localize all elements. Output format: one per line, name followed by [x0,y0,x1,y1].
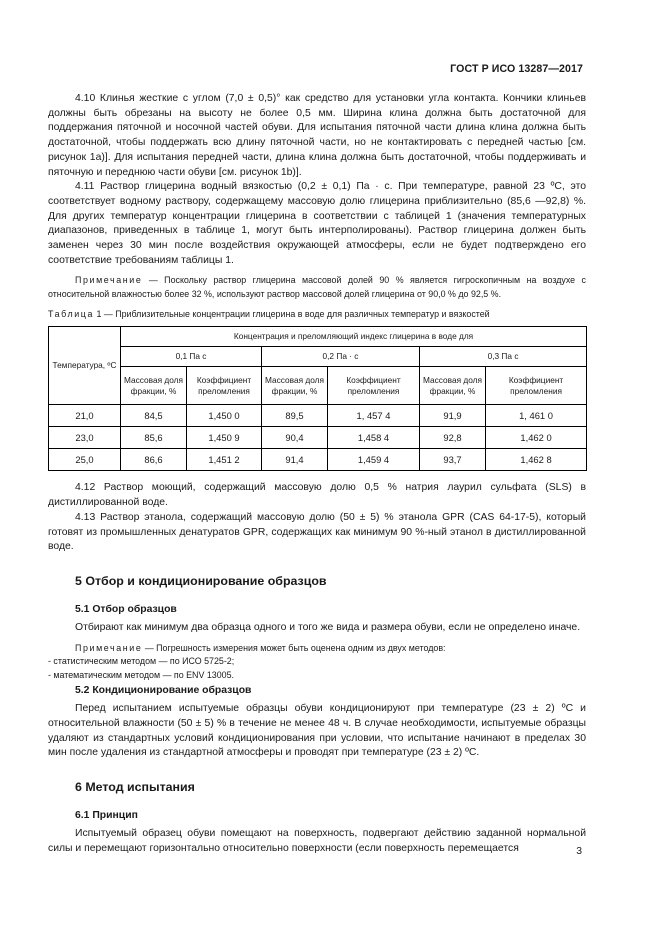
page-content [48,92,586,856]
section-5-1-title: 5.1 Отбор образцов [75,603,177,615]
table-cell: 1,458 4 [328,427,420,449]
section-5-title: 5 Отбор и кондиционирование образцов [75,573,327,588]
table-cell: 1, 461 0 [486,405,587,427]
table-row [49,405,587,427]
table-cell: 25,0 [49,449,121,471]
glycerin-table [48,326,587,471]
section-5-2-title: 5.2 Кондиционирование образцов [75,685,252,697]
page-number: 3 [576,846,582,857]
note-measurement [48,642,586,656]
table-cell: 92,8 [420,427,486,449]
table-cell: 1,450 0 [187,405,262,427]
table-row [49,449,587,471]
section-6-title: 6 Метод испытания [75,779,195,794]
paragraph-4-11: 4.11 Раствор глицерина водный вязкостью (0,2 ± 0,1) Па · с. При температуре, равной 23 ºC, это соответствует водному раствору, содержащему массовую долю глицерина приблизительно (85,6 —92,8) %. Для других температур концентрации глицерина в соответствии с таблицей 1 (значения температурных диапазонов, приведенных в таблице 1, могут быть интерполированы). Раствор глицерина должен быть заменен через 30 мин после воздействия окружающей атмосферы, если не будет подтверждено его соответствие требованиям таблицы 1. [48,181,586,266]
table-cell: 21,0 [49,405,121,427]
note-label: Примечание [75,275,143,286]
section-5-2-text: Перед испытанием испытуемые образцы обуви кондиционируют при температуре (23 ± 2) ºC и относительной влажности (50 ± 5) % в течение не менее 48 ч. В случае необходимости, испытуемые образцы удаляют из стандартных условий кондиционирования при условии, что испытание начинают в пределах 30 мин после удаления из стандартной атмосферы и проводят при температуре (23 ± 2) ºC. [48,703,586,759]
table-cell: 91,4 [262,449,328,471]
table-caption-label: Таблица [48,309,94,320]
table-cell: 90,4 [262,427,328,449]
table-cell: 93,7 [420,449,486,471]
viscosity-0-1: 0,1 Па с [121,347,262,367]
table-caption [48,308,586,320]
subheader-mass: Массовая доля фракции, % [262,367,328,405]
table-cell: 1, 457 4 [328,405,420,427]
subheader-coef: Коэффициент преломления [328,367,420,405]
subheader-coef: Коэффициент преломления [486,367,587,405]
table-cell: 1,459 4 [328,449,420,471]
col-temperature: Температура, ºC [49,327,121,405]
subheader-mass: Массовая доля фракции, % [420,367,486,405]
note-item: - математическим методом — по ENV 13005. [48,669,234,680]
note-item: - статистическим методом — по ИСО 5725-2; [48,656,235,667]
table-cell: 23,0 [49,427,121,449]
col-group-header: Концентрация и преломляющий индекс глицерина в воде для [121,327,587,347]
paragraph-4-10: 4.10 Клинья жесткие с углом (7,0 ± 0,5)° как средство для установки угла контакта. Кончики клиньев должны быть обрезаны на высоту не более 0,5 мм. Ширина клина должна быть достаточной для поддержания пяточной и носочной частей обуви. Для испытания пяточной части длина клина должна быть достаточной, чтобы поддержать всю длину пяточной части, но не контактировать с передней частью [см. рисунок 1a)]. Для испытания передней части, длина клина должна быть достаточной, чтобы поддерживать и пяточную и переднюю части обуви [см. рисунок 1b)]. [48,93,586,178]
table-cell: 85,6 [121,427,187,449]
table-caption-text: 1 — Приблизительные концентрации глицерина в воде для различных температур и вязкостей [94,309,490,320]
document-header: ГОСТ Р ИСО 13287—2017 [450,63,583,75]
table-cell: 1,462 8 [486,449,587,471]
table-cell: 86,6 [121,449,187,471]
subheader-coef: Коэффициент преломления [187,367,262,405]
table-row [49,427,587,449]
note-label: Примечание [75,642,143,653]
viscosity-0-3: 0,3 Па с [420,347,587,367]
paragraph-4-13: 4.13 Раствор этанола, содержащий массовую долю (50 ± 5) % этанола GPR (CAS 64-17-5), который готовят из промышленных денатуратов GPR, содержащих как минимум 90 %-ный этанол в дистиллированной воде. [48,511,586,553]
table-cell: 91,9 [420,405,486,427]
section-5-1-text: Отбирают как минимум два образца одного и того же вида и размера обуви, если не определено иначе. [75,621,581,633]
table-cell: 1,462 0 [486,427,587,449]
table-cell: 1,450 9 [187,427,262,449]
table-cell: 84,5 [121,405,187,427]
subheader-mass: Массовая доля фракции, % [121,367,187,405]
table-cell: 89,5 [262,405,328,427]
viscosity-0-2: 0,2 Па · с [262,347,420,367]
note-glycerin [48,274,586,301]
paragraph-4-12: 4.12 Раствор моющий, содержащий массовую долю 0,5 % натрия лаурил сульфата (SLS) в дистиллированной воде. [48,482,586,509]
note-text: — Поскольку раствор глицерина массовой долей 90 % является гигроскопичным на воздухе с относительной влажностью более 32 %, используют раствор массовой долей глицерина от 90,0 % до 92,5 %. [48,275,586,299]
section-6-1-title: 6.1 Принцип [75,809,138,821]
table-cell: 1,451 2 [187,449,262,471]
note-text: — Погрешность измерения может быть оценена одним из двух методов: [142,642,446,653]
section-6-1-text: Испытуемый образец обуви помещают на поверхность, подвергают действию заданной нормальной силы и перемещают горизонтально относительно поверхности (если поверхность перемещается [48,827,586,854]
